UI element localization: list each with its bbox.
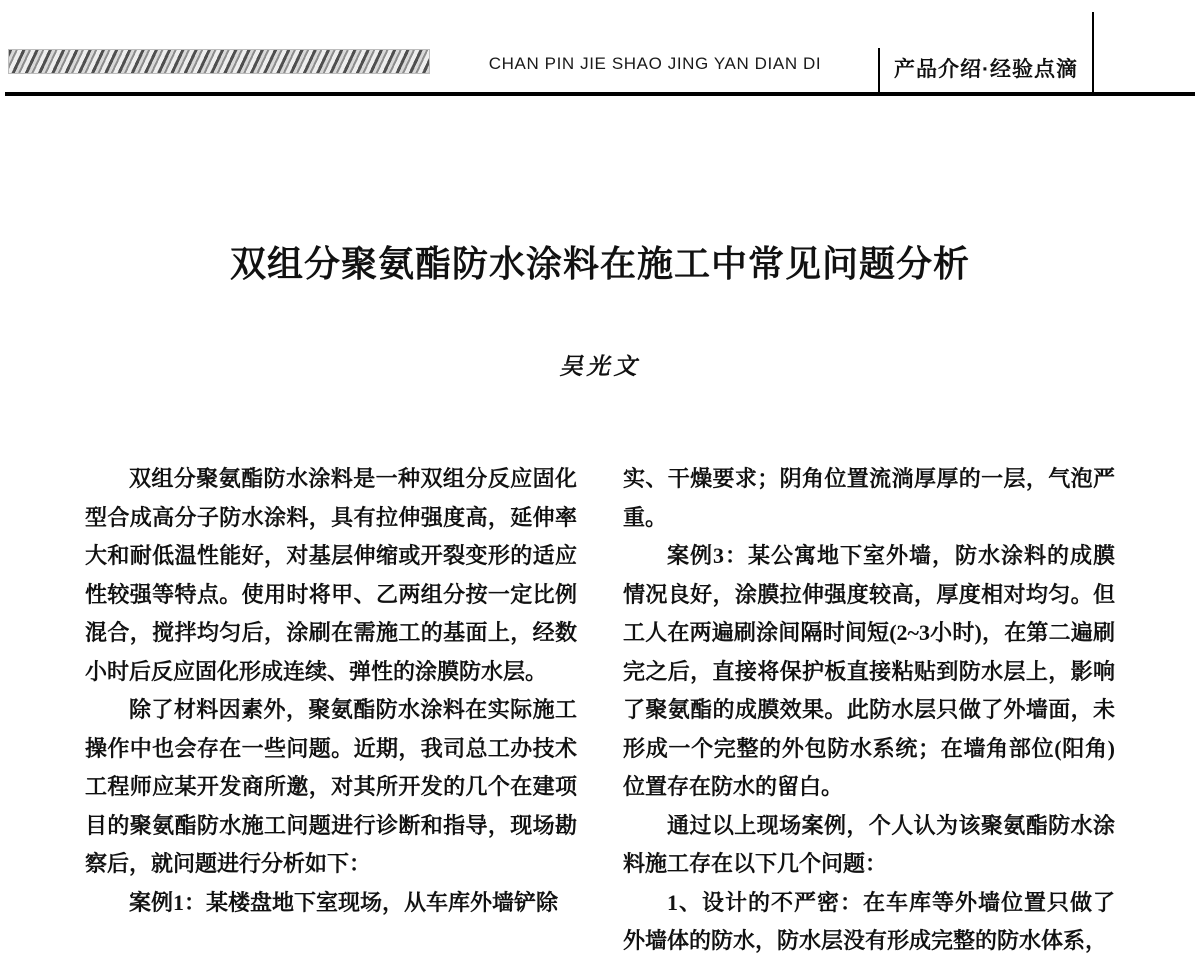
paragraph xyxy=(85,691,577,884)
paragraph-text: 实、干燥要求；阴角位置流淌厚厚的一层，气泡严重。 xyxy=(623,466,1115,530)
paragraph-text: 通过以上现场案例，个人认为该聚氨酯防水涂料施工存在以下几个问题： xyxy=(623,812,1115,876)
paragraph xyxy=(85,460,577,691)
paragraph xyxy=(623,807,1115,884)
paragraph-text: 双组分聚氨酯防水涂料是一种双组分反应固化型合成高分子防水涂料，具有拉伸强度高，延伸率大和耐低温性能好，对基层伸缩或开裂变形的适应性较强等特点。使用时将甲、乙两组分按一定比例混合，搅拌均匀后，涂刷在需施工的基面上，经数小时后反应固化形成连续、弹性的涂膜防水层。 xyxy=(85,466,577,684)
case-label: 案例3： xyxy=(667,543,748,568)
paragraph xyxy=(623,884,1115,961)
paragraph-text: 某楼盘地下室现场，从车库外墙铲除 xyxy=(206,889,559,915)
header-pinyin-text: CHAN PIN JIE SHAO JING YAN DIAN DI xyxy=(488,54,822,73)
case-label: 案例1： xyxy=(129,889,207,915)
paragraph-text: 除了材料因素外，聚氨酯防水涂料在实际施工操作中也会存在一些问题。近期，我司总工办技术工程师应某开发商所邀，对其所开发的几个在建项目的聚氨酯防水施工问题进行诊断和指导，现场勘察后，就问题进行分析如下： xyxy=(85,697,577,876)
article-author: 吴光文 xyxy=(559,354,641,379)
paragraph xyxy=(623,537,1115,807)
paragraph-continuation xyxy=(623,460,1115,537)
paragraph-text: 某公寓地下室外墙，防水涂料的成膜情况良好，涂膜拉伸强度较高，厚度相对均匀。但工人在两遍刷涂间隔时间短(2~3小时)，在第二遍刷完之后，直接将保护板直接粘贴到防水层上，影响了聚氨酯的成膜效果。此防水层只做了外墙面，未形成一个完整的外包防水系统；在墙角部位(阳角)位置存在防水的留白。 xyxy=(623,543,1115,799)
decorative-hatch-strip xyxy=(8,49,430,74)
header-rule xyxy=(5,92,1195,96)
article-title: 双组分聚氨酯防水涂料在施工中常见问题分析 xyxy=(229,244,970,284)
paragraph-text: 1、设计的不严密：在车库等外墙位置只做了外墙体的防水，防水层没有形成完整的防水体系， xyxy=(623,889,1115,953)
paragraph xyxy=(85,884,577,923)
column-left xyxy=(85,460,577,961)
section-label: 产品介绍·经验点滴 xyxy=(894,58,1078,81)
column-right xyxy=(623,460,1115,961)
header-divider-right xyxy=(1092,12,1094,93)
page-header xyxy=(0,45,1200,93)
article-body xyxy=(85,460,1115,961)
